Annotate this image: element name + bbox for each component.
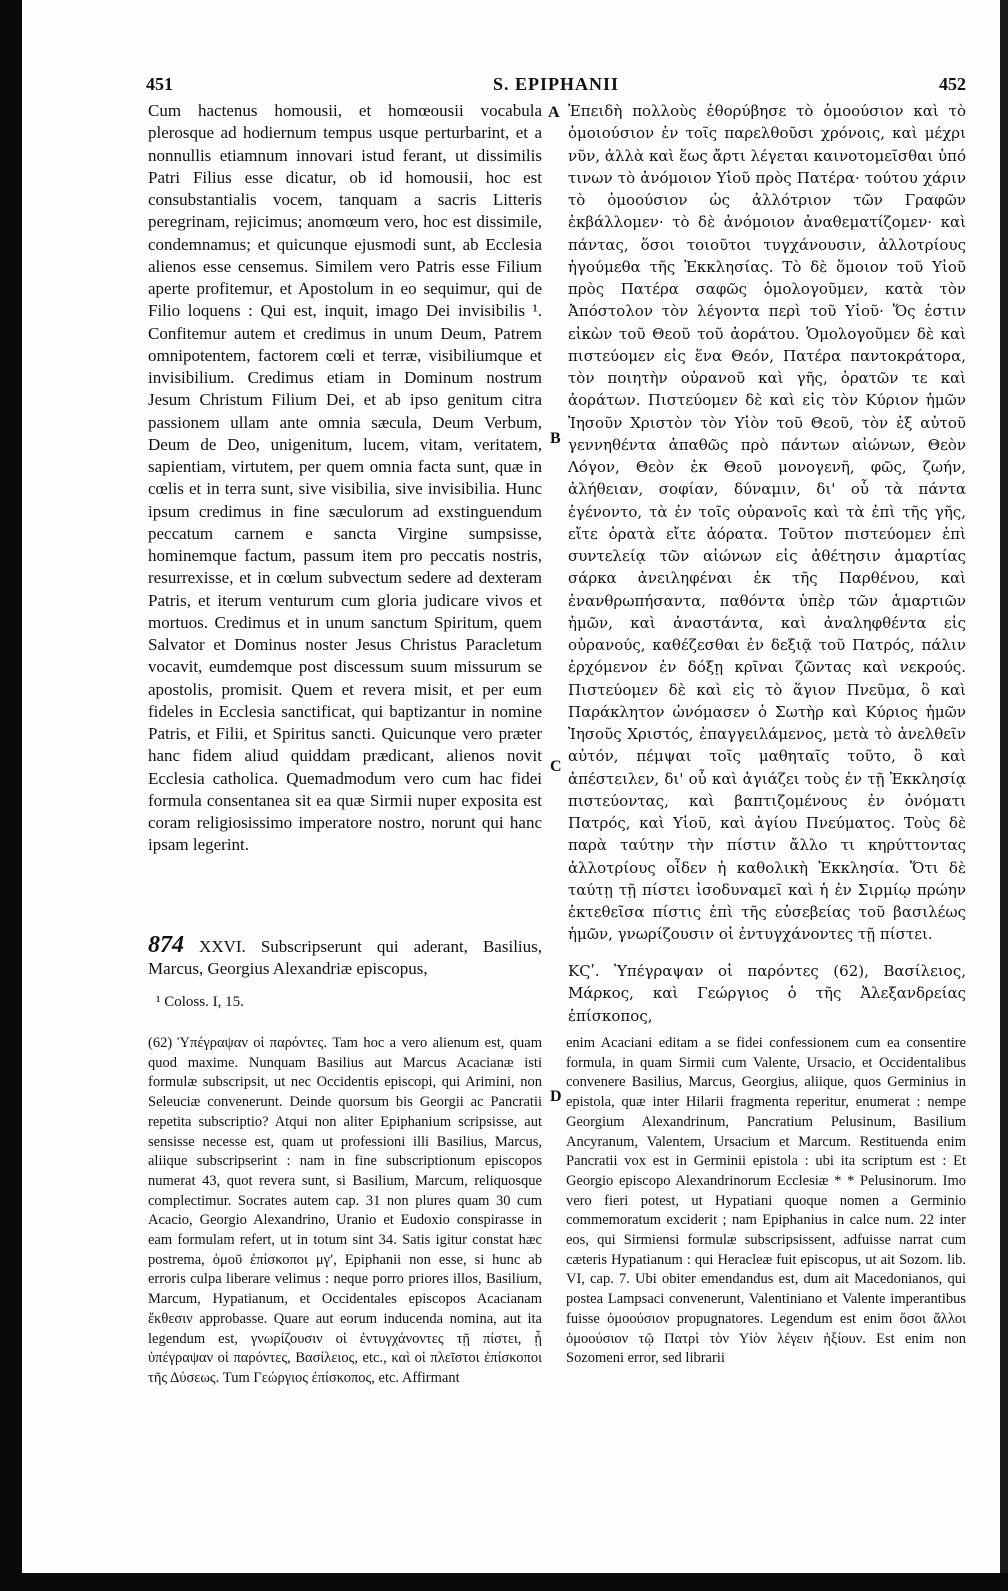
latin-section-xxvi	[148, 932, 547, 981]
margin-letter-b: B	[550, 430, 561, 447]
scan-edge-left	[0, 0, 22, 1591]
running-head	[146, 74, 966, 98]
page-number-left: 451	[146, 74, 173, 94]
running-title: S. EPIPHANII	[492, 74, 620, 94]
latin-section-text: XXVI. Subscripserunt qui aderant, Basilius, Marcus, Georgius Alexandriæ episcopus,	[148, 937, 547, 979]
footnote: ¹ Coloss. I, 15.	[156, 994, 244, 1010]
latin-column: Cum hactenus homousii, et homœousii vocabula plerosque ad hodiernum tempus usque perturbarint, et a nonnullis etiamnum innovari istud ferant, ut dissimilis Patri Filius esse dicatur, ob id homousii, hoc est consubstantialis vocem, tanquam a sacris Litteris peregrinam, rejicimus; anomœum vero, hoc est dissimile, condemnamus; et quicunque ejusmodi sunt, ab Ecclesia alienos esse censemus. Similem vero Patris esse Filium aperte profitemur, et Apostolum in eo sequimur, qui de Filio loquens : Qui est, inquit, imago Dei invisibilis ¹. Confitemur autem et credimus in unum Deum, Patrem omnipotentem, factorem cœli et terræ, visibiliumque et invisibilium. Credimus etiam in Dominum nostrum Jesum Christum Filium Dei, et ab ipso genitum citra passionem ullam ante omnia sæcula, Deum Verbum, Deum de Deo, unigenitum, lucem, vitam, veritatem, sapientiam, virtutem, per quem omnia facta sunt, quæ in cœlis et in terra sunt, sive visibilia, sive invisibilia. Hunc ipsum credimus in fine sæculorum ad exstinguendum peccatum carnem e sancta Virgine sumpsisse, hominemque factum, passum item pro peccatis nostris, resurrexisse, et in cœlum subvectum sedere ad dexteram Patris, et iterum venturum cum gloria judicare vivos et mortuos. Credimus et in unum sanctum Spiritum, quem Salvator et Dominus noster Jesus Christus Paracletum vocavit, eumdemque post discessum suum missurum se apostolis, promisit. Quem et revera misit, et per eum fideles in Ecclesia sanctificat, qui baptizantur in nomine Patris, et Filii, et Spiritus sancti. Quicunque vero præter hanc fidem aliud quiddam prædicant, alienos novit Ecclesia catholica. Quemadmodum vero cum hac fidei formula consentanea sit ea quæ Sirmii nuper exposita est coram religiosissimo imperatore nostro, norunt qui hanc ipsam legerint.	[148, 101, 547, 855]
commentary-note-right: enim Acaciani editam a se fidei confessionem cum ea consentire formula, in quam Sirmii cum Valente, Ursacio, et Occidentalibus convenere Basilius, Marcus, Georgius, aliique, quos Germinius in epistola, quæ inter Hilarii fragmenta reperitur, enumerat : nempe Georgium Alexandrinum, Pancratium Pelusinum, Basilium Ancyranum, Valentem, Ursacium et Marcum. Restituenda enim Pancratii vox est in Germinii epistola : ubi ita scriptum est : Et Georgio episcopo Alexandrinorum Ecclesiæ * * Pelusinorum. Imo vero fieri potest, ut Hypatiani quoque nomen a Germinio commemoratum exciderit ; nam Epiphanius in calce num. 22 inter eos, qui Sirmiensi formulæ subscripsissent, adfuisse narrat cum cæteris Hypatianum : qui Heracleæ fuit episcopus, ut ait Sozom. lib. VI, cap. 7. Ubi obiter emendandus est, dum ait Macedonianos, qui postea Lampsaci convenerunt, Valentiniano et Valente imperantibus fuisse ὁμοούσιον propugnatores. Legendum est enim ὅσοι ἄλλοι ὁμοούσιον τῷ Πατρὶ τὸν Υἱὸν λέγειν ἠξίουν. Est enim non Sozomeni error, sed librarii	[566, 1035, 970, 1367]
page-number-right: 452	[939, 74, 966, 94]
commentary-note-left: (62) Ὑπέγραψαν οἱ παρόντες. Tam hoc a vero alienum est, quam quod maxime. Nunquam Basilius aut Marcus Acacianæ isti formulæ subscripsit, ut nec Occidentis episcopi, qui Arimini, non Seleuciæ convenerunt. Deinde quorsum bis Georgii ac Pancratii repetita subscriptio? Atqui non aliter Epiphanium scripsisse, aut sensisse necesse est, quam ut professioni illi Basilius, Marcus, aliique subscripserint : nam in fine subscriptionum episcopos numerat 43, quot revera sunt, si Basilium, Marcum, reliquosque complectimur. Socrates autem cap. 31 non plures quam 30 cum Acacio, Georgio Alexandrino, Uranio et Eudoxio conspirasse in eam formulam refert, ut in totum sint 34. Satis igitur constat hæc postrema, ὁμοῦ ἐπίσκοποι μγʹ, Epiphanii non esse, si hunc ab erroris culpa liberare velimus : neque porro priores illos, Basilium, Marcum, Hypatianum, et Occidentales episcopos Acacianam ἔκθεσιν approbasse. Quare aut eorum inducenda nomina, aut ita legendum est, γνωρίζουσιν οἱ ἐντυγχάνοντες τῇ πίστει, ᾗ ὑπέγραψαν οἱ παρόντες, Βασίλειος, etc., καὶ οἱ πλεῖστοι ἐπίσκοποι τῆς Δύσεως. Tum Γεώργιος ἐπίσκοπος, etc. Affirmant	[148, 1035, 546, 1386]
margin-letter-a: A	[548, 104, 560, 121]
margin-letter-d: D	[550, 1088, 562, 1105]
greek-section-xxvi: ΚϚʹ. Ὑπέγραψαν οἱ παρόντες (62), Βασίλειος, Μάρκος, καὶ Γεώργιος ὁ τῆς Ἀλεξανδρείας ἐπίσκοπος,	[568, 962, 971, 1025]
margin-letter-c: C	[550, 758, 562, 775]
scan-edge-bottom	[0, 1573, 1008, 1591]
greek-column: Ἐπειδὴ πολλοὺς ἐθορύβησε τὸ ὁμοούσιον καὶ τὸ ὁμοιούσιον ἐν τοῖς παρελθοῦσι χρόνοις, καὶ μέχρι νῦν, ἀλλὰ καὶ ἕως ἄρτι λέγεται καινοτομεῖσθαι ὑπό τινων τὸ ἀνόμοιον Υἱοῦ πρὸς Πατέρα· τούτου χάριν τὸ ὁμοούσιον ὡς ἀλλότριον τῶν Γραφῶν ἐκβάλλομεν· τὸ δὲ ἀνόμοιον ἀναθεματίζομεν· καὶ πάντας, ὅσοι τοιοῦτοι τυγχάνουσιν, ἀλλοτρίους ἡγούμεθα τῆς Ἐκκλησίας. Τὸ δὲ ὅμοιον τοῦ Υἱοῦ πρὸς Πατέρα σαφῶς ὁμολογοῦμεν, κατὰ τὸν Ἀπόστολον τὸν λέγοντα περὶ τοῦ Υἱοῦ· Ὅς ἐστιν εἰκὼν τοῦ Θεοῦ τοῦ ἀοράτου. Ὁμολογοῦμεν δὲ καὶ πιστεύομεν εἰς ἕνα Θεόν, Πατέρα παντοκράτορα, τὸν ποιητὴν οὐρανοῦ καὶ γῆς, ὁρατῶν τε καὶ ἀοράτων. Πιστεύομεν δὲ καὶ εἰς τὸν Κύριον ἡμῶν Ἰησοῦν Χριστὸν τὸν Υἱὸν τοῦ Θεοῦ, τὸν ἐξ αὐτοῦ γεννηθέντα ἀπαθῶς πρὸ πάντων αἰώνων, Θεὸν Λόγον, Θεὸν ἐκ Θεοῦ μονογενῆ, φῶς, ζωήν, ἀλήθειαν, σοφίαν, δύναμιν, δι' οὗ τὰ πάντα ἐγένοντο, τὰ ἐν τοῖς οὐρανοῖς καὶ τὰ ἐπὶ τῆς γῆς, εἴτε ὁρατὰ εἴτε ἀόρατα. Τοῦτον πιστεύομεν ἐπὶ συντελείᾳ τῶν αἰώνων εἰς ἀθέτησιν ἁμαρτίας σάρκα ἀνειληφέναι ἐκ τῆς Παρθένου, καὶ ἐνανθρωπήσαντα, παθόντα ὑπὲρ τῶν ἁμαρτιῶν ἡμῶν, καὶ ἀναστάντα, καὶ ἀναληφθέντα εἰς οὐρανούς, καθέζεσθαι ἐν δεξιᾷ τοῦ Πατρός, πάλιν ἐρχόμενον ἐν δόξῃ κρῖναι ζῶντας καὶ νεκρούς. Πιστεύομεν δὲ καὶ εἰς τὸ ἅγιον Πνεῦμα, ὃ καὶ Παράκλητον ὠνόμασεν ὁ Σωτὴρ καὶ Κύριος ἡμῶν Ἰησοῦς Χριστός, ἐπαγγειλάμενος, μετὰ τὸ ἀνελθεῖν αὐτόν, πέμψαι τοῖς μαθηταῖς τοῦτο, ὃ καὶ ἀπέστειλεν, δι' οὗ καὶ ἁγιάζει τοὺς ἐν τῇ Ἐκκλησίᾳ πιστεύοντας, καὶ βαπτιζομένους ἐν ὀνόματι Πατρός, καὶ Υἱοῦ, καὶ ἁγίου Πνεύματος. Τοὺς δὲ παρὰ ταύτην τὴν πίστιν ἄλλο τι κηρύττοντας ἀλλοτρίους οἶδεν ἡ καθολικὴ Ἐκκλησία. Ὅτι δὲ ταύτῃ τῇ πίστει ἰσοδυναμεῖ καὶ ἡ ἐν Σιρμίῳ πρώην ἐκτεθεῖσα πίστις ἐπὶ τῆς εὐσεβείας τοῦ βασιλέως ἡμῶν, γνωρίζουσιν οἱ ἐντυγχάνοντες τῇ πίστει.	[568, 102, 971, 944]
column-number: 874	[148, 932, 184, 958]
scan-edge-right	[1000, 0, 1008, 1591]
